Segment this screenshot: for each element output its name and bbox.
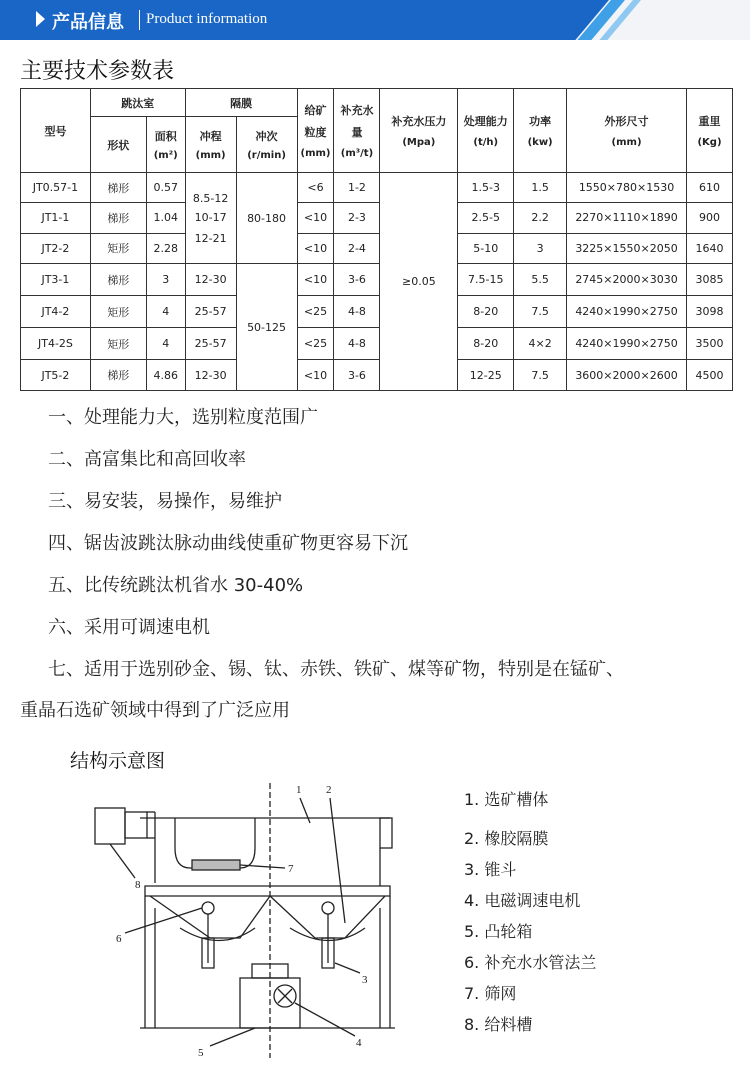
cell-feed: <25 xyxy=(297,328,334,360)
header-area-unit: (m²) xyxy=(153,150,178,161)
section-title: 主要技术参数表 xyxy=(20,59,175,84)
spec-table xyxy=(20,88,733,391)
cell-shape: 梯形 xyxy=(90,203,146,233)
cell-weight: 3085 xyxy=(687,264,733,296)
header-dimensions-unit: (mm) xyxy=(611,137,642,148)
hopper-frame-top xyxy=(145,886,390,896)
header-pressure-unit: (Mpa) xyxy=(402,137,436,148)
cell-shape: 矩形 xyxy=(90,296,146,328)
cell-water: 1-2 xyxy=(334,173,380,203)
cell-dims: 1550×780×1530 xyxy=(567,173,687,203)
feature-item: 二、高富集比和高回收率 xyxy=(48,449,246,470)
leader-5 xyxy=(210,1028,255,1046)
header-water-l2: 量 xyxy=(351,126,363,139)
header-title-en: Product information xyxy=(146,11,268,27)
cell-frequency-top: 80-180 xyxy=(236,173,297,264)
cell-power: 4×2 xyxy=(514,328,567,360)
cell-capacity: 5-10 xyxy=(458,233,514,263)
table-row xyxy=(21,328,733,360)
cell-area: 1.04 xyxy=(146,203,185,233)
legend-item: 1. 选矿槽体 xyxy=(464,790,549,809)
cell-feed: <10 xyxy=(297,360,334,391)
cell-dims: 2270×1110×1890 xyxy=(567,203,687,233)
header-feed-size-unit: (mm) xyxy=(300,148,331,159)
header-stroke xyxy=(185,117,236,173)
jig-structure-diagram xyxy=(80,778,420,1068)
cell-stroke: 8.5-12 xyxy=(192,192,229,205)
right-water-flange xyxy=(322,902,334,914)
cell-feed: <10 xyxy=(297,264,334,296)
cell-shape: 矩形 xyxy=(90,233,146,263)
header-title-cn: 产品信息 xyxy=(52,12,124,33)
cell-area: 4 xyxy=(146,328,185,360)
cell-water: 2-3 xyxy=(334,203,380,233)
cell-dims: 4240×1990×2750 xyxy=(567,328,687,360)
cell-capacity: 7.5-15 xyxy=(458,264,514,296)
leader-8 xyxy=(110,844,135,878)
structure-title: 结构示意图 xyxy=(70,750,166,772)
cell-feed: <25 xyxy=(297,296,334,328)
header-weight-label: 重里 xyxy=(698,115,721,128)
table-row xyxy=(21,296,733,328)
header-water xyxy=(334,89,380,173)
table-row xyxy=(21,203,733,233)
feature-item: 一、处理能力大，选别粒度范围广 xyxy=(48,407,318,428)
cell-power: 3 xyxy=(514,233,567,263)
cell-shape: 梯形 xyxy=(90,173,146,203)
callout-1: 1 xyxy=(296,784,302,796)
cell-water: 2-4 xyxy=(334,233,380,263)
cell-weight: 900 xyxy=(687,203,733,233)
cell-weight: 1640 xyxy=(687,233,733,263)
cell-area: 4 xyxy=(146,296,185,328)
feed-chute-box xyxy=(95,808,125,844)
table-row xyxy=(21,360,733,391)
cell-water: 4-8 xyxy=(334,328,380,360)
header-membrane: 隔膜 xyxy=(185,89,297,117)
cell-stroke: 10-17 xyxy=(194,211,227,224)
table-row xyxy=(21,233,733,263)
header-weight xyxy=(687,89,733,173)
cell-weight: 3500 xyxy=(687,328,733,360)
header-bar xyxy=(0,0,750,40)
cell-capacity: 8-20 xyxy=(458,296,514,328)
cell-frequency-bottom: 50-125 xyxy=(236,264,297,391)
cell-model: JT0.57-1 xyxy=(21,173,91,203)
cell-model: JT4-2 xyxy=(21,296,91,328)
callout-6: 6 xyxy=(116,933,122,945)
leader-6 xyxy=(125,908,202,933)
header-water-l1: 补充水 xyxy=(340,104,374,117)
cell-stroke: 25-57 xyxy=(185,296,236,328)
cell-dims: 3600×2000×2600 xyxy=(567,360,687,391)
legend-item: 7. 筛网 xyxy=(464,984,517,1003)
header-jig-room: 跳汰室 xyxy=(90,89,185,117)
cell-stroke-group xyxy=(185,173,236,264)
cell-weight: 3098 xyxy=(687,296,733,328)
cell-capacity: 2.5-5 xyxy=(458,203,514,233)
cell-stroke: 25-57 xyxy=(185,328,236,360)
cell-dims: 2745×2000×3030 xyxy=(567,264,687,296)
feature-item: 六、采用可调速电机 xyxy=(48,617,210,638)
header-weight-unit: (Kg) xyxy=(697,137,722,148)
header-pressure-label: 补充水压力 xyxy=(391,115,447,128)
header-frequency-label: 冲次 xyxy=(255,130,278,143)
cell-stroke: 12-30 xyxy=(185,264,236,296)
header-model: 型号 xyxy=(21,89,91,173)
cell-water: 3-6 xyxy=(334,264,380,296)
legend-item: 8. 给料槽 xyxy=(464,1015,533,1034)
cell-area: 4.86 xyxy=(146,360,185,391)
cell-capacity: 1.5-3 xyxy=(458,173,514,203)
cell-model: JT2-2 xyxy=(21,233,91,263)
legend-item: 5. 凸轮箱 xyxy=(464,922,533,941)
cell-model: JT4-2S xyxy=(21,328,91,360)
cell-model: JT3-1 xyxy=(21,264,91,296)
header-capacity xyxy=(458,89,514,173)
callout-7: 7 xyxy=(288,863,294,875)
cell-water: 3-6 xyxy=(334,360,380,391)
legend-item: 3. 锥斗 xyxy=(464,860,517,879)
cell-model: JT5-2 xyxy=(21,360,91,391)
leader-3 xyxy=(335,963,360,973)
feed-chute-neck xyxy=(125,812,147,838)
cell-stroke: 12-30 xyxy=(185,360,236,391)
cell-area: 2.28 xyxy=(146,233,185,263)
feature-item: 五、比传统跳汰机省水 30-40% xyxy=(48,575,304,596)
header-feed-size-l1: 给矿 xyxy=(304,104,327,117)
play-arrow-icon xyxy=(36,11,45,27)
cell-shape: 矩形 xyxy=(90,328,146,360)
header-dimensions-label: 外形尺寸 xyxy=(604,115,649,128)
header-water-unit: (m³/t) xyxy=(340,148,374,159)
cell-capacity: 8-20 xyxy=(458,328,514,360)
leader-4 xyxy=(295,1003,355,1036)
feature-item: 三、易安装，易操作，易维护 xyxy=(48,491,282,512)
legend-item: 6. 补充水水管法兰 xyxy=(464,953,597,972)
legend-item: 4. 电磁调速电机 xyxy=(464,891,581,910)
header-frequency-unit: (r/min) xyxy=(247,150,286,161)
cell-feed: <6 xyxy=(297,173,334,203)
header-shape: 形状 xyxy=(90,117,146,173)
feature-item: 四、锯齿波跳汰脉动曲线使重矿物更容易下沉 xyxy=(48,533,408,554)
cell-area: 0.57 xyxy=(146,173,185,203)
cell-area: 3 xyxy=(146,264,185,296)
header-feed-size-l2: 粒度 xyxy=(304,126,327,139)
cell-power: 1.5 xyxy=(514,173,567,203)
table-row xyxy=(21,264,733,296)
left-water-flange xyxy=(202,902,214,914)
header-frequency xyxy=(236,117,297,173)
callout-5: 5 xyxy=(198,1047,204,1059)
screen-mesh xyxy=(192,860,240,870)
cell-feed: <10 xyxy=(297,233,334,263)
cell-power: 7.5 xyxy=(514,296,567,328)
cell-pressure: ≥0.05 xyxy=(380,173,458,391)
header-area-label: 面积 xyxy=(154,130,177,143)
header-power xyxy=(514,89,567,173)
callout-4: 4 xyxy=(356,1037,362,1049)
legend-item: 2. 橡胶隔膜 xyxy=(464,829,549,848)
cell-power: 2.2 xyxy=(514,203,567,233)
structure-legend xyxy=(464,790,596,1046)
header-pressure xyxy=(380,89,458,173)
table-row xyxy=(21,173,733,203)
cell-weight: 610 xyxy=(687,173,733,203)
header-stroke-label: 冲程 xyxy=(199,130,222,143)
feature-item-continued: 重晶石选矿领域中得到了广泛应用 xyxy=(20,700,290,721)
cell-capacity: 12-25 xyxy=(458,360,514,391)
cell-power: 7.5 xyxy=(514,360,567,391)
callout-2: 2 xyxy=(326,784,332,796)
header-power-unit: (kw) xyxy=(527,137,553,148)
cell-weight: 4500 xyxy=(687,360,733,391)
cell-shape: 梯形 xyxy=(90,264,146,296)
cell-water: 4-8 xyxy=(334,296,380,328)
cell-stroke: 12-21 xyxy=(194,232,227,245)
tank-right-lip xyxy=(380,818,392,848)
header-power-label: 功率 xyxy=(529,115,552,128)
callout-8: 8 xyxy=(135,879,141,891)
cell-power: 5.5 xyxy=(514,264,567,296)
header-stroke-unit: (mm) xyxy=(195,150,226,161)
header-feed-size xyxy=(297,89,334,173)
leader-1 xyxy=(300,798,310,823)
header-separator xyxy=(139,10,140,30)
callout-3: 3 xyxy=(362,974,368,986)
cell-feed: <10 xyxy=(297,203,334,233)
header-capacity-unit: (t/h) xyxy=(473,137,499,148)
cell-model: JT1-1 xyxy=(21,203,91,233)
header-area xyxy=(146,117,185,173)
header-dimensions xyxy=(567,89,687,173)
header-capacity-label: 处理能力 xyxy=(463,115,508,128)
feature-item: 七、适用于选别砂金、锡、钛、赤铁、铁矿、煤等矿物，特别是在锰矿、 xyxy=(48,659,624,680)
cell-dims: 3225×1550×2050 xyxy=(567,233,687,263)
cell-dims: 4240×1990×2750 xyxy=(567,296,687,328)
cell-shape: 梯形 xyxy=(90,360,146,391)
